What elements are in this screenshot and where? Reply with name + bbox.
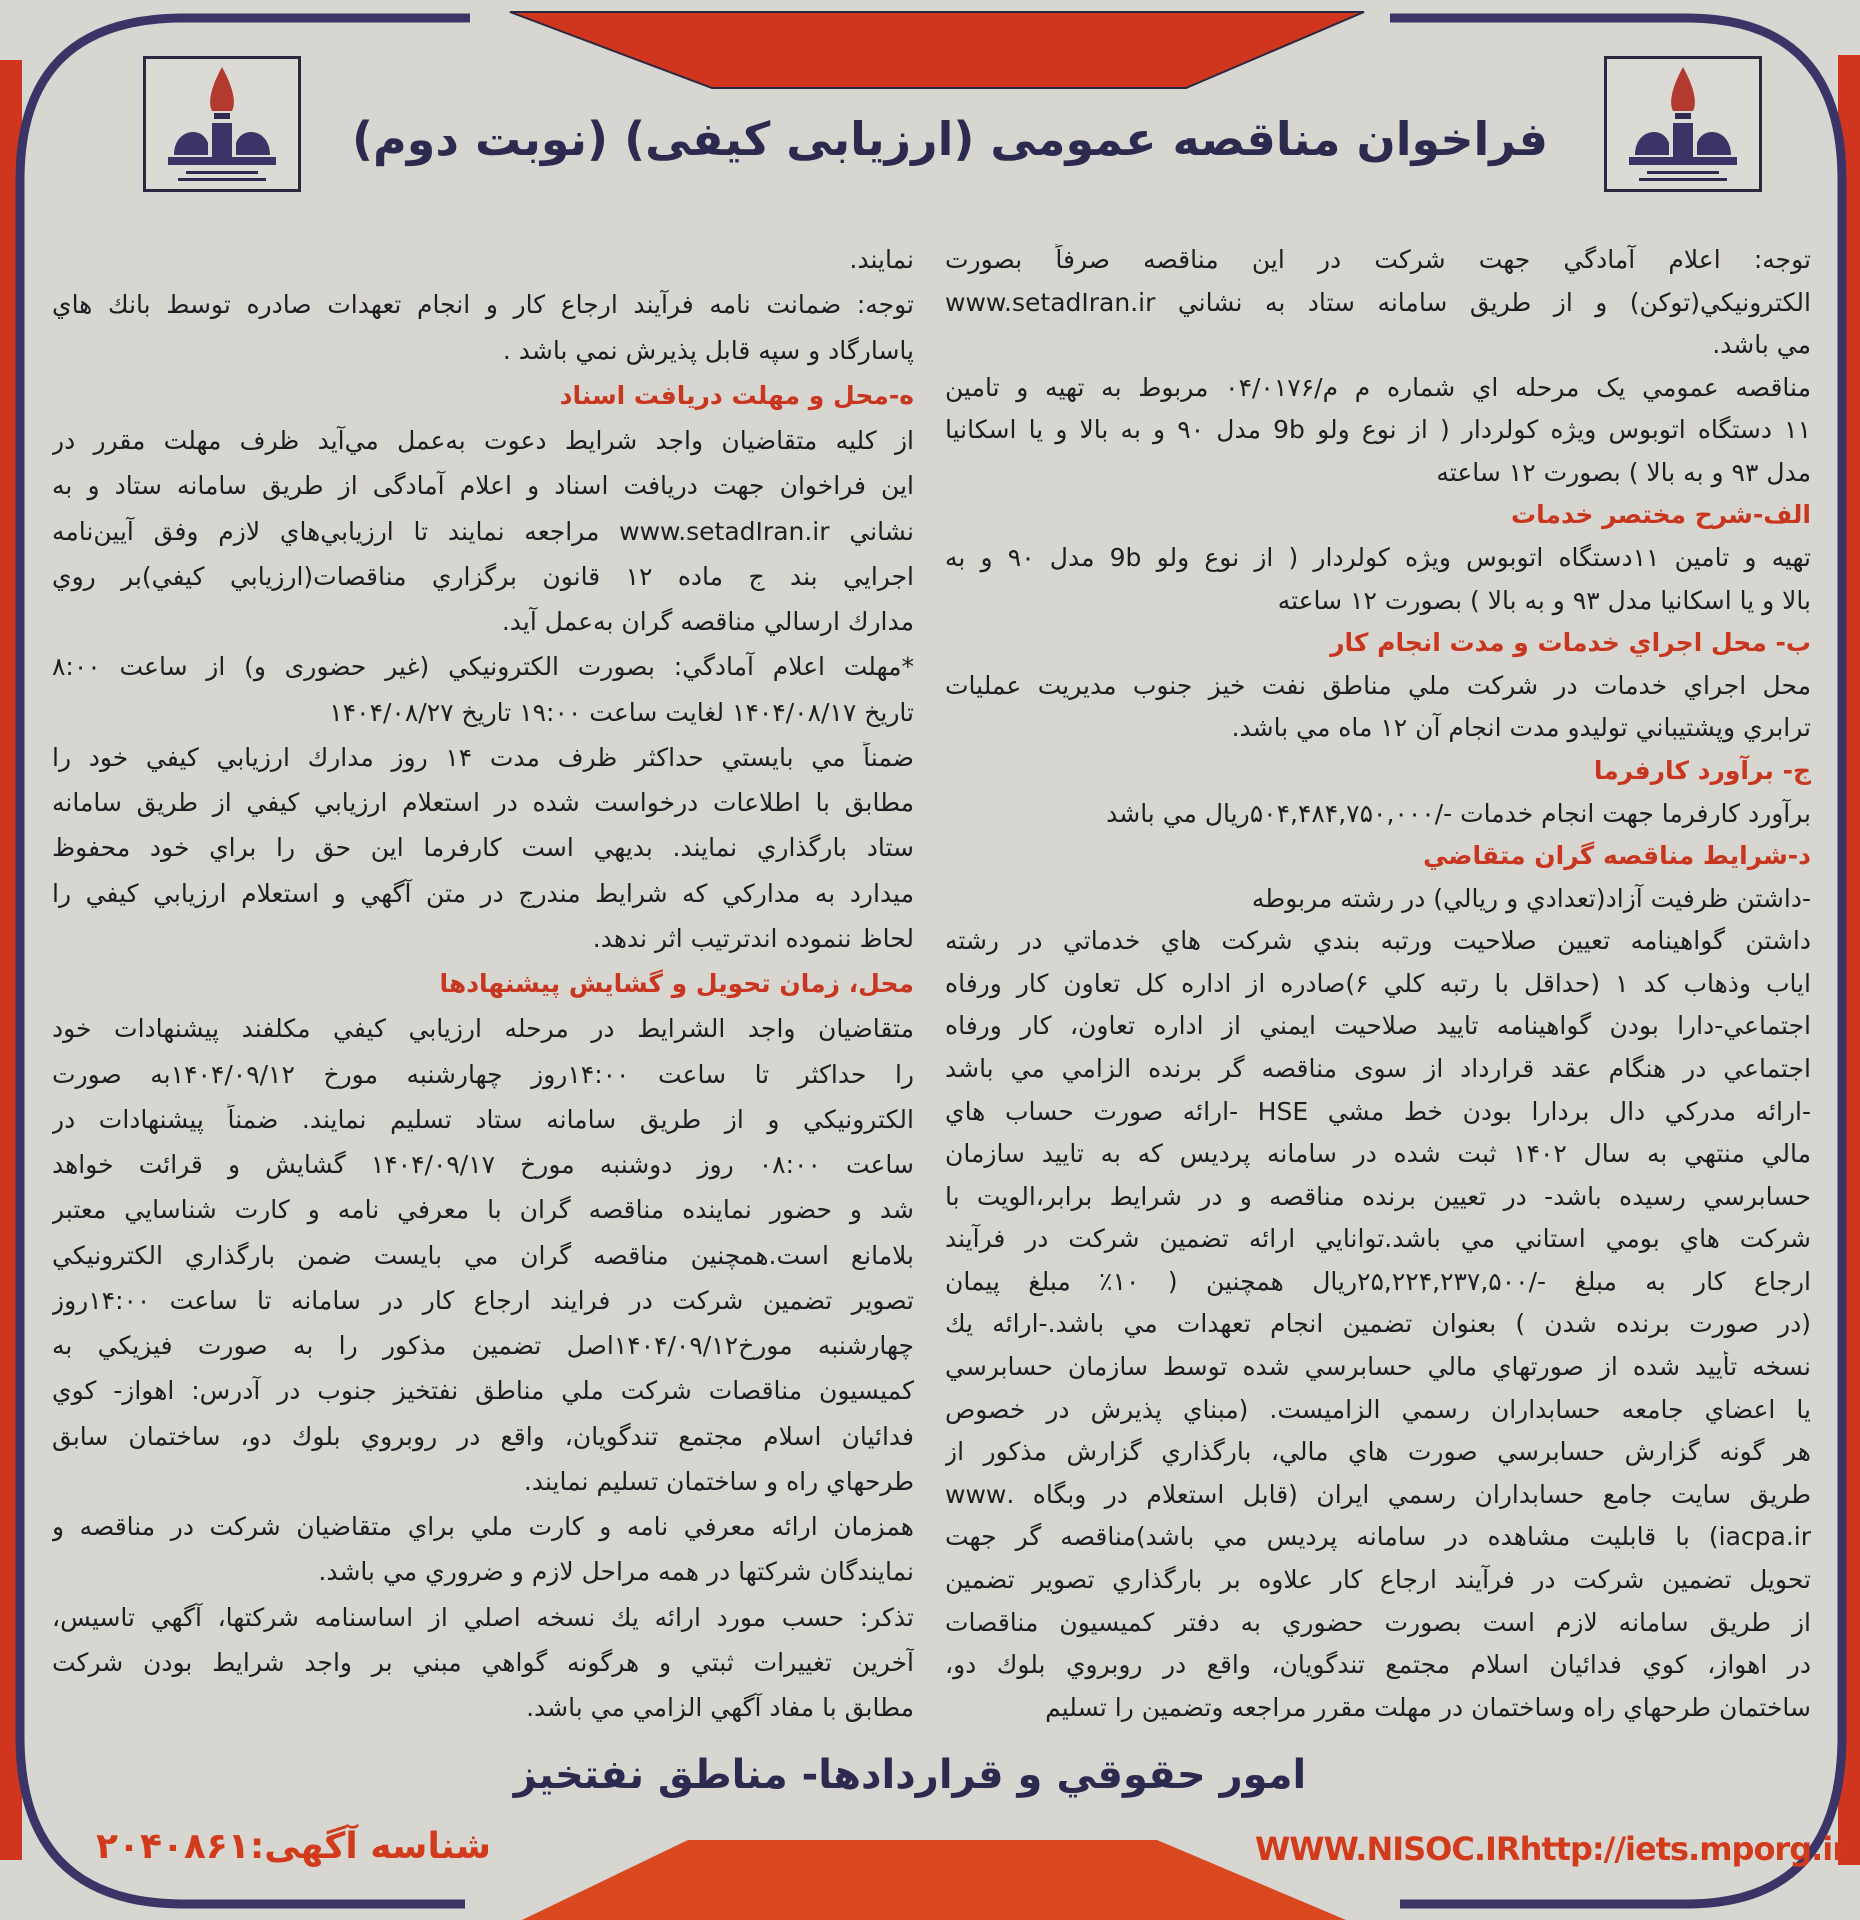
text-line: تحويل تضمين شركت در فرآيند ارجاع كار علاوه بر بارگذاري تصوير تضمين <box>945 1564 1811 1594</box>
text-line: مناقصه عمومي يک مرحله اي شماره م م/۰۴/۰۱۷۶ مربوط به تهيه و تامين <box>945 372 1811 402</box>
text-line: (در صورت برنده شدن ) بعنوان تضمين انجام تعهدات مي باشد.-ارائه يك <box>945 1309 1811 1339</box>
text-line: يا اعضاي جامعه حسابداران رسمي الزاميست. (مبناي پذيرش در خصوص <box>945 1394 1811 1424</box>
text-line: اجرايي بند ج ماده ۱۲ قانون برگزاري مناقصات(ارزيابي كيفي)بر روي <box>52 561 914 591</box>
text-line: طرحهاي راه و ساختمان تسليم نمايند. <box>523 1466 914 1496</box>
text-line: داشتن گواهينامه تعيين صلاحيت ورتبه بندي شركت هاي خدماتي در رشته <box>945 926 1811 956</box>
left-text-column <box>52 244 914 1724</box>
section-heading: محل، زمان تحويل و گشايش پيشنهادها <box>439 969 914 998</box>
text-line: اياب وذهاب كد ۱ (حداقل با رتبه كلي ۶)صادره از اداره كل تعاون كار ورفاه <box>945 968 1811 998</box>
text-line: مالي منتهي به سال ۱۴۰۲ ثبت شده در سامانه پرديس كه به تاييد سازمان <box>945 1139 1811 1169</box>
text-line: نشاني www.setadIran.ir مراجعه نمايند تا ارزيابي‌هاي لازم وفق آيين‌نامه <box>52 516 914 546</box>
nisoc-logo-icon <box>143 56 301 192</box>
bottom-red-trapezoid <box>522 1840 1346 1920</box>
section-heading: د-شرايط مناقصه گران متقاضي <box>1423 841 1811 871</box>
text-line: ضمناً مي بايستي حداكثر ظرف مدت ۱۴ روز مدارك ارزيابي كيفي خود را <box>52 742 914 772</box>
text-line: نمايند. <box>849 245 914 274</box>
text-line: ساعت ۰۸:۰۰ روز دوشنبه مورخ ۱۴۰۴/۰۹/۱۷ گشايش و قرائت خواهد <box>52 1150 914 1179</box>
text-line: الكترونيكي و از طريق سامانه ستاد تسليم نمايند. ضمناً پيشنهادات در <box>52 1104 914 1134</box>
text-line: آخرين تغييرات ثبتي و هرگونه گواهي مبني بر واجد شرايط بودن شركت <box>52 1647 914 1677</box>
text-line: الكترونيكي(توكن) و از طريق سامانه ستاد به نشاني www.setadIran.ir <box>945 287 1811 317</box>
text-line: ۱۱ دستگاه اتوبوس ويژه كولردار ( از نوع ولو 9b مدل ۹۰ و به بالا و يا اسكانيا <box>945 415 1811 445</box>
nisoc-logo-icon <box>1604 56 1762 192</box>
text-line: از طريق سامانه لازم است بصورت حضوري به دفتر كميسيون مناقصات <box>945 1607 1811 1637</box>
text-line: چهارشنبه مورخ۱۴۰۴/۰۹/۱۲اصل تضمين مذكور را به صورت فيزيكي به <box>52 1331 914 1360</box>
text-line: -داشتن ظرفيت آزاد(تعدادي و ريالي) در رشته مربوطه <box>1251 883 1811 913</box>
text-line: از كليه متقاضيان واجد شرايط دعوت به‌عمل مي‌آيد ظرف مهلت مقرر در <box>52 426 914 455</box>
text-line: كميسيون مناقصات شركت ملي مناطق نفتخيز جنوب در آدرس: اهواز- كوي <box>52 1376 914 1406</box>
text-line: ساختمان طرحهاي راه وساختمان در مهلت مقرر مراجعه وتضمين را تسليم <box>1045 1692 1811 1722</box>
text-line: مي باشد. <box>1712 330 1811 360</box>
text-line: توجه: اعلام آمادگي جهت شركت در اين مناقصه صرفاً بصورت <box>945 245 1811 274</box>
text-line: شد و حضور نماينده مناقصه گران با معرفي نامه و كارت شناسايي معتبر <box>52 1195 914 1225</box>
text-line: ميدارد به مداركي كه شرايط مندرج در متن آگهي و استعلام ارزيابي كيفي را <box>52 878 914 908</box>
frame-bottom-left-corner <box>20 1740 465 1904</box>
text-line: تذكر: حسب مورد ارائه يك نسخه اصلي از اساسنامه شركتها، آگهي تاسيس، <box>52 1602 914 1632</box>
text-line: اجتماعي در هنگام عقد قرارداد از سوی مناقصه گر برنده الزامي مي باشد <box>945 1053 1811 1083</box>
text-line: متقاضيان واجد الشرايط در مرحله ارزيابي كيفي مكلفند پيشنهادات خود <box>52 1014 914 1044</box>
text-line: اين فراخوان جهت دريافت اسناد و اعلام آمادگی از طريق سامانه ستاد و به <box>52 471 914 501</box>
text-line: حسابرسي رسيده باشد- در تعيين برنده مناقصه و در شرايط برابر،الويت با <box>945 1181 1811 1211</box>
top-red-trapezoid <box>510 12 1364 88</box>
text-line: مدل ۹۳ و به بالا ) بصورت ۱۲ ساعته <box>1436 457 1811 487</box>
text-line: را حداكثر تا ساعت ۱۴:۰۰روز چهارشنبه مورخ ۱۴۰۴/۰۹/۱۲به صورت <box>52 1059 914 1089</box>
page-title: فراخوان مناقصه عمومی (ارزیابی کیفی) (نوبت دوم) <box>352 112 1548 166</box>
text-line: ترابري وپشتيباني توليدو مدت انجام آن ۱۲ ماه مي باشد. <box>1231 713 1811 743</box>
text-line: لحاظ ننموده اندترتيب اثر ندهد. <box>592 923 914 953</box>
text-line: بلامانع است.همچنين مناقصه گران مي بايست ضمن بارگذاري الكترونيكي <box>52 1240 914 1270</box>
section-heading: ب- محل اجراي خدمات و مدت انجام كار <box>1330 628 1811 658</box>
section-heading: الف-شرح مختصر خدمات <box>1511 500 1811 530</box>
text-line: طريق سايت جامع حسابداران رسمي ايران (قابل استعلام در وبگاه .www <box>945 1479 1811 1509</box>
text-line: برآورد كارفرما جهت انجام خدمات -/۵۰۴,۴۸۴,۷۵۰,۰۰۰ريال مي باشد <box>1106 798 1811 828</box>
text-line: تاريخ ۱۴۰۴/۰۸/۱۷ لغايت ساعت ۱۹:۰۰ تاريخ ۱۴۰۴/۰۸/۲۷ <box>329 697 914 727</box>
text-line: فدائيان اسلام مجتمع تندگويان، واقع در روبروي بلوك دو، ساختمان سابق <box>52 1421 914 1451</box>
right-text-column <box>945 244 1811 1724</box>
text-line: ارجاع كار به مبلغ -/۲۵,۲۲۴,۲۳۷,۵۰۰ريال همچنين ( ۱۰٪ مبلغ پيمان <box>945 1266 1811 1296</box>
text-line: تصوير تضمين شركت در فرايند ارجاع كار در سامانه تا ساعت ۱۴:۰۰روز <box>52 1285 914 1315</box>
ad-identifier: شناسه آگهی:۲۰۴۰۸۶۱ <box>96 1826 492 1867</box>
text-line: نمايندگان شركتها در همه مراحل لازم و ضروري مي باشد. <box>318 1557 914 1587</box>
text-line: توجه: ضمانت نامه فرآيند ارجاع كار و انجام تعهدات صادره توسط بانك هاي <box>52 290 914 320</box>
text-line: ستاد بارگذاري نمايند. بديهي است كارفرما اين حق را براي خود محفوظ <box>52 833 914 863</box>
text-line: اجتماعي-دارا بودن گواهينامه تاييد صلاحيت ايمني از اداره تعاون، كار ورفاه <box>945 1011 1811 1041</box>
text-line: مطابق با مفاد آگهي الزامي مي باشد. <box>526 1693 914 1722</box>
text-line: تهيه و تامين ۱۱دستگاه اتوبوس ويژه كولردار ( از نوع ولو 9b مدل ۹۰ و به <box>945 543 1811 573</box>
text-line: -ارائه مدركي دال بردارا بودن خط مشي HSE -ارائه صورت حساب هاي <box>945 1096 1811 1126</box>
text-line: مدارك ارسالي مناقصه گران به‌عمل آيد. <box>501 607 914 636</box>
text-line: نسخه تأييد شده از صورتهاي مالي حسابرسي شده توسط سازمان حسابرسي <box>945 1352 1811 1382</box>
text-line: مطابق با اطلاعات درخواست شده در استعلام ارزيابي كيفي از طريق سامانه <box>52 788 914 817</box>
text-line: بالا و يا اسكانيا مدل ۹۳ و به بالا ) بصورت ۱۲ ساعته <box>1277 585 1811 615</box>
text-line: محل اجراي خدمات در شركت ملي مناطق نفت خيز جنوب مديريت عمليات <box>945 670 1811 700</box>
text-line: *مهلت اعلام آمادگي: بصورت الكترونيكي (غير حضوری و) از ساعت ۸:۰۰ <box>52 652 914 682</box>
text-line: همزمان ارائه معرفي نامه و كارت ملي براي متقاضيان شركت در مناقصه و <box>52 1512 914 1541</box>
text-line: هر گونه گزارش حسابرسي صورت هاي مالي، بارگذاري گزارش مذكور از <box>945 1437 1811 1467</box>
section-heading: ج- برآورد كارفرما <box>1593 755 1811 785</box>
website-links[interactable]: WWW.NISOC.IRhttp://iets.mporg.ir <box>1255 1830 1848 1868</box>
text-line: iacpa.ir) با قابليت مشاهده در سامانه پرديس مي باشد)مناقصه گر جهت <box>945 1522 1811 1552</box>
issuer-department: امور حقوقي و قراردادها- مناطق نفتخيز <box>513 1752 1307 1798</box>
text-line: پاسارگاد و سپه قابل پذيرش نمي باشد . <box>502 335 914 365</box>
section-heading: ه-محل و مهلت دريافت اسناد <box>559 380 914 410</box>
text-line: در اهواز، كوي فدائيان اسلام مجتمع تندگويان، واقع در روبروي بلوك دو، <box>945 1650 1811 1680</box>
text-line: شركت هاي بومي استاني مي باشد.توانايي ارائه تضمين شركت در فرآيند <box>945 1224 1811 1254</box>
frame-bottom-right-corner <box>1400 1740 1842 1904</box>
